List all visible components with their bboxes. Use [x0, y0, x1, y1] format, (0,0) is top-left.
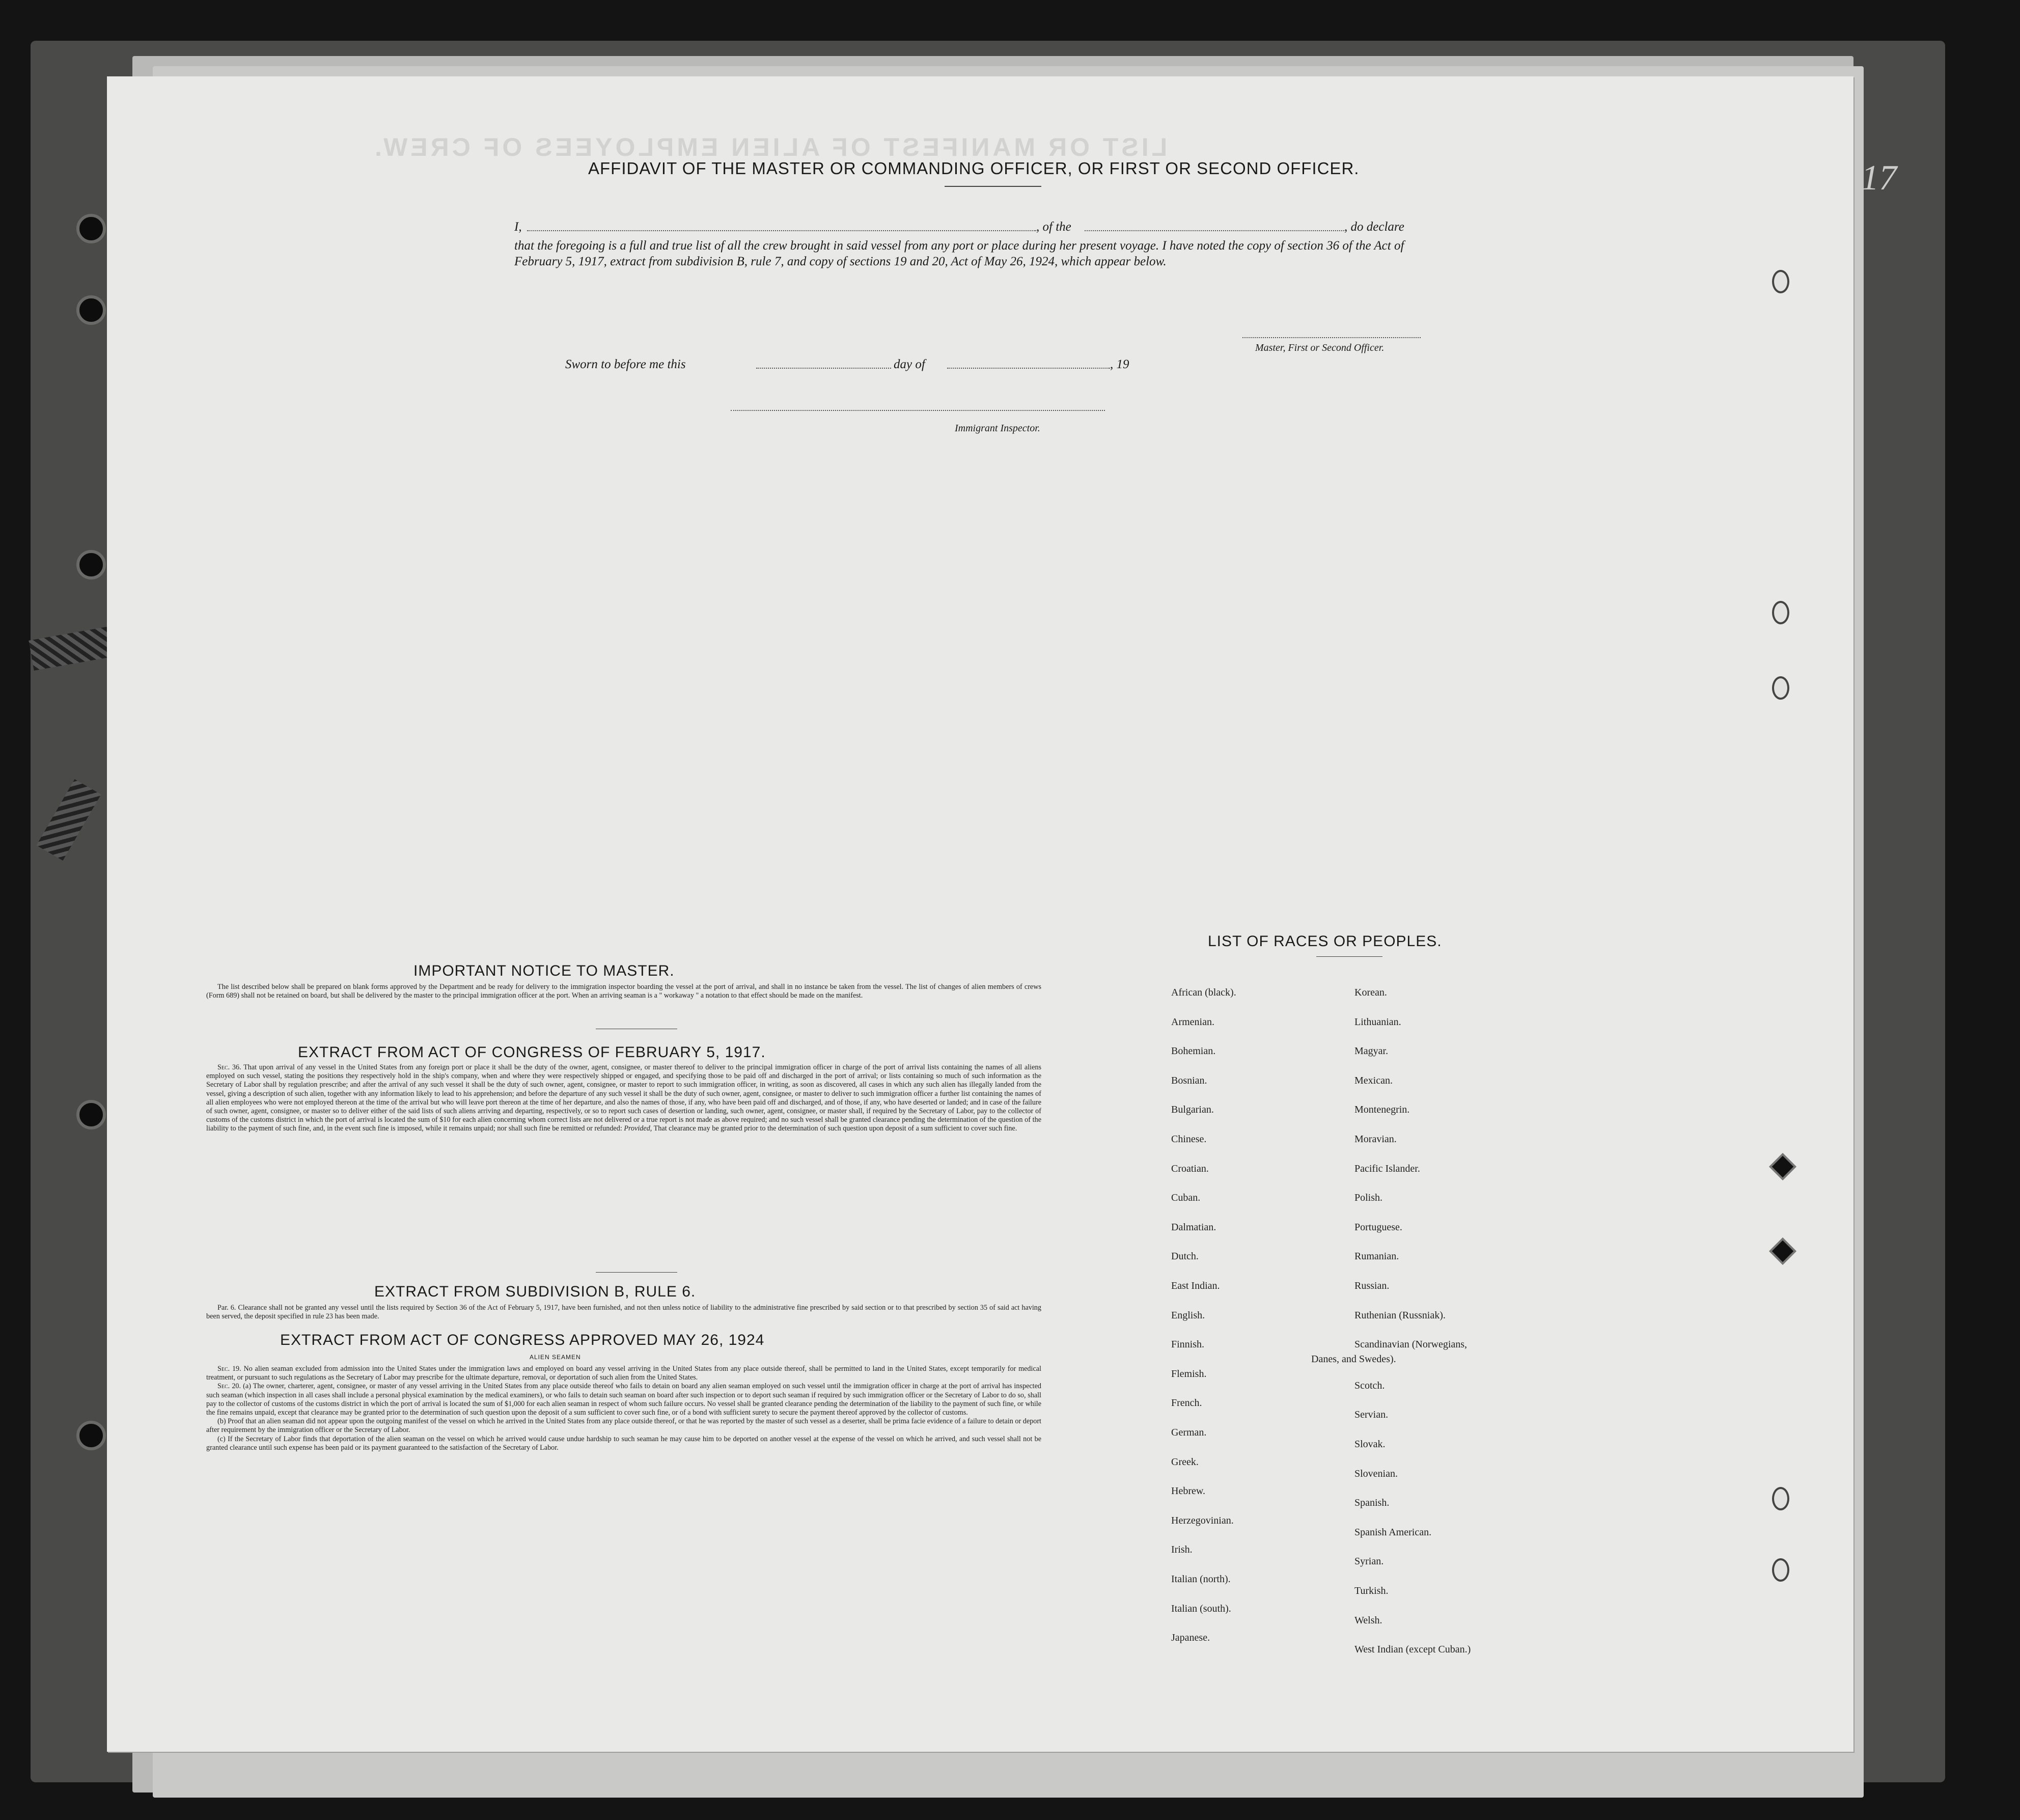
- race-entry: Montenegrin.: [1354, 1104, 1410, 1116]
- race-entry: Japanese.: [1171, 1632, 1210, 1644]
- binding-hole: [1769, 1153, 1796, 1180]
- race-entry: Dalmatian.: [1171, 1221, 1216, 1233]
- race-entry: Flemish.: [1171, 1368, 1207, 1380]
- race-entry: Korean.: [1354, 987, 1387, 998]
- race-entry: Italian (north).: [1171, 1574, 1231, 1585]
- race-entry: Irish.: [1171, 1544, 1193, 1556]
- race-entry: Bosnian.: [1171, 1074, 1207, 1086]
- binding-hole: [76, 295, 106, 325]
- sworn-prefix: Sworn to before me this: [565, 357, 686, 371]
- race-entry: Cuban.: [1171, 1192, 1201, 1204]
- race-entry: East Indian.: [1171, 1280, 1220, 1291]
- sworn-day-blank: [756, 368, 891, 369]
- race-entry: Syrian.: [1354, 1556, 1384, 1567]
- master-signature-line: [1242, 337, 1421, 338]
- race-entry: English.: [1171, 1309, 1205, 1321]
- affidavit-of-the: , of the: [1036, 220, 1071, 234]
- race-entry: Turkish.: [1354, 1585, 1389, 1596]
- section-19-text: No alien seaman excluded from admission into the United States under the immigration laws and employed on board any vessel arriving in the United States from any place outside thereof, shall be permitted to land in the United States, except temporarily for medical treatment, or pursuant to such regulations as the Secretary of Labor may prescribe for the ultimate departure, removal, or deportation of such alien from the United States.: [206, 1365, 1041, 1382]
- extract-1924-text: [206, 1365, 1041, 1452]
- margin-mark: 17: [1861, 158, 1897, 198]
- notice-text: [206, 983, 1041, 1000]
- race-entry: Dutch.: [1171, 1251, 1199, 1262]
- race-entry-continued: Danes, and Swedes).: [1311, 1354, 1396, 1365]
- race-entry: Scandinavian (Norwegians,: [1354, 1339, 1468, 1350]
- race-entry: Magyar.: [1354, 1045, 1389, 1057]
- extract-rule6-title: EXTRACT FROM SUBDIVISION B, RULE 6.: [374, 1283, 696, 1300]
- extract-rule6-text: [206, 1304, 1041, 1321]
- extract-1924-title: EXTRACT FROM ACT OF CONGRESS APPROVED MAY 26, 1924: [280, 1332, 765, 1348]
- affidavit-do-declare: , do declare: [1344, 220, 1404, 234]
- race-entry: West Indian (except Cuban.): [1354, 1644, 1471, 1656]
- master-signature-label: Master, First or Second Officer.: [1255, 342, 1385, 353]
- race-entry: African (black).: [1171, 987, 1236, 998]
- race-entry: Croatian.: [1171, 1163, 1209, 1174]
- race-entry: Welsh.: [1354, 1614, 1382, 1626]
- race-entry: Lithuanian.: [1354, 1016, 1401, 1028]
- binding-hole: [1772, 270, 1789, 293]
- affidavit-i: I,: [514, 220, 522, 234]
- race-entry: Greek.: [1171, 1456, 1199, 1468]
- race-entry: Polish.: [1354, 1192, 1383, 1204]
- rule6-paragraph: Par. 6. Clearance shall not be granted any vessel until the lists required by Section 36 of the Act of February 5, 1917, have been furnished, and not then unless notice of liability to the administrative fine prescribed by said section or to that prescribed by section 35 of said act having been served, the deposit specified in rule 23 has been made.: [206, 1304, 1041, 1321]
- race-entry: Rumanian.: [1354, 1251, 1399, 1262]
- race-entry: Hebrew.: [1171, 1485, 1206, 1497]
- race-entry: Armenian.: [1171, 1016, 1214, 1028]
- binding-hole: [1769, 1237, 1796, 1265]
- binding-hole: [1772, 1558, 1789, 1582]
- notice-title: IMPORTANT NOTICE TO MASTER.: [413, 962, 675, 979]
- bleed-through-text: LIST OR MANIFEST OF ALIEN EMPLOYEES OF CREW.: [372, 133, 1168, 161]
- race-entry: Servian.: [1354, 1409, 1389, 1421]
- binding-hole: [76, 1421, 106, 1450]
- section-20a-text: (a) The owner, charterer, agent, consignee, or master of any vessel arriving in the United States from any place outside thereof who fails to detain on board any alien seaman employed on such vessel until the immigration officer in charge at the port of arrival has inspected such seaman (which inspection in all cases shall include a personal physical examination by the medical examiners), or who fails to detain such seaman on board after such inspection or to deport such seaman if required by such immigration officer or the Secretary of Labor to do so, shall pay to the collector of customs of the customs district in which the port of arrival is located the sum of $1,000 for each alien seaman in respect of whom such failure occurs. No vessel shall be granted clearance pending the determination of the liability to the payment of such fine, or while the fine remains unpaid, except that clearance may be granted prior to the determination of such question upon the deposit of a sum sufficient to cover such fine, or of a bond with sufficient surety to secure the payment thereof approved by the collector of customs.: [206, 1382, 1042, 1417]
- race-entry: Mexican.: [1354, 1074, 1393, 1086]
- name-blank: [527, 230, 1036, 231]
- inspector-label: Immigrant Inspector.: [955, 423, 1040, 434]
- proviso-label: Provided,: [624, 1124, 652, 1133]
- race-entry: French.: [1171, 1397, 1202, 1409]
- section-20b-text: (b) Proof that an alien seaman did not appear upon the outgoing manifest of the vessel on which he arrived in the United States from any place outside thereof, or that he was reported by the master of such vessel as a deserter, shall be prima facie evidence of a failure to detain or deport after requirement by the immigration officer or the Secretary of Labor.: [206, 1417, 1041, 1435]
- race-entry: Bohemian.: [1171, 1045, 1216, 1057]
- form-page: [107, 76, 1897, 1752]
- binding-hole: [76, 1100, 106, 1129]
- race-entry: Herzegovinian.: [1171, 1514, 1234, 1526]
- race-entry: Chinese.: [1171, 1134, 1207, 1145]
- title-rule: [1316, 956, 1382, 957]
- extract-1917-text: [206, 1063, 1041, 1134]
- sworn-month-blank: [947, 368, 1110, 369]
- race-entry: Scotch.: [1354, 1380, 1385, 1391]
- race-entry: Bulgarian.: [1171, 1104, 1214, 1116]
- race-entry: Slovenian.: [1354, 1468, 1398, 1479]
- affidavit-statement: that the foregoing is a full and true list of all the crew brought in said vessel from any port or place during her present voyage. I have noted the copy of section 36 of the Act of February 5, 1917, extract from subdivision B, rule 7, and copy of sections 19 and 20, Act of May 26, 1924, which appear below.: [514, 239, 1404, 268]
- notice-paragraph: The list described below shall be prepared on blank forms approved by the Department and be ready for delivery to the immigration inspector boarding the vessel at the port of arrival, and shall in no instance be taken from the vessel. The list of changes of alien members of crews (Form 689) shall not be retained on board, but shall be delivered by the master to the principal immigration officer at the port. When an arriving seaman is a " workaway " a notation to that effect should be made on the manifest.: [206, 983, 1041, 1000]
- inspector-signature-line: [731, 410, 1105, 411]
- race-entry: Ruthenian (Russniak).: [1354, 1309, 1446, 1321]
- race-entry: Italian (south).: [1171, 1603, 1231, 1614]
- proviso-text: That clearance may be granted prior to the determination of such question upon deposit of a sum sufficient to cover such fine.: [653, 1124, 1017, 1133]
- race-entry: German.: [1171, 1427, 1207, 1438]
- vessel-blank: [1085, 230, 1344, 231]
- binding-hole: [1772, 676, 1789, 700]
- title-rule: [945, 186, 1041, 187]
- binding-hole: [1772, 601, 1789, 624]
- binding-hole: [76, 550, 106, 580]
- race-entry: Pacific Islander.: [1354, 1163, 1420, 1174]
- binding-hole: [76, 214, 106, 243]
- sworn-year: , 19: [1110, 357, 1129, 371]
- section-36-text: That upon arrival of any vessel in the United States from any foreign port or place it shall be the duty of the owner, agent, consignee, or master thereof to deliver to the principal immigration officer in charge of the port of arrival lists containing the names of all aliens employed on such vessel, stating the positions they respectively hold in the ship's company, when and where they were respectively shipped or engaged, and specifying those to be paid off and discharged in the port of arrival; or lists containing so much of such information as the Secretary of Labor shall by regulation prescribe; and after the arrival of any such vessel it shall be the duty of such owner, agent, consignee, or master to report to such immigration officer, in writing, as soon as discovered, all cases in which any such alien has illegally landed from the vessel, giving a description of such alien, together with any information likely to lead to his apprehension; and before the departure of any such vessel it shall be the duty of such owner, agent, consignee, or master to deliver to such immigration officer a further list containing the names of all alien employees who were not employed thereon at the time of the arrival but who will leave port thereon at the time of her departure, and also the names of those, if any, who have been paid off and discharged, and of those, if any, who have deserted or landed; and in case of the failure of such owner, agent, consignee, or master so to deliver either of the said lists of such aliens arriving and departing, respectively, or so to report such cases of desertion or landing, such owner, agent, consignee, or master shall, if required by the Secretary of Labor, pay to the collector of customs of the customs district in which the port of arrival is located the sum of $10 for each alien concerning whom correct lists are not delivered or a true report is not made as above required; and no such vessel shall be granted clearance pending the determination of the question of the liability to the payment of such fine, and, in the event such fine is imposed, while it remains unpaid; nor shall such fine be remitted or refunded:: [206, 1063, 1041, 1133]
- section-label: Sec. 19.: [217, 1365, 241, 1373]
- section-20c-text: (c) If the Secretary of Labor finds that deportation of the alien seaman on the vessel on which he arrived would cause undue hardship to such seaman he may cause him to be deported on another vessel at the expense of the vessel on which he arrived, and such vessel shall not be granted clearance until such expense has been paid or its payment guaranteed to the satisfaction of the Secretary of Labor.: [206, 1435, 1041, 1452]
- race-entry: Russian.: [1354, 1280, 1390, 1291]
- race-entry: Portuguese.: [1354, 1221, 1402, 1233]
- binding-hole: [1772, 1487, 1789, 1510]
- race-entry: Spanish American.: [1354, 1526, 1432, 1538]
- race-entry: Slovak.: [1354, 1439, 1386, 1450]
- section-label: Sec. 20.: [217, 1382, 241, 1391]
- section-rule: [596, 1272, 677, 1273]
- affidavit-title: AFFIDAVIT OF THE MASTER OR COMMANDING OFFICER, OR FIRST OR SECOND OFFICER.: [588, 159, 1360, 178]
- extract-1917-title: EXTRACT FROM ACT OF CONGRESS OF FEBRUARY 5, 1917.: [298, 1044, 766, 1061]
- alien-seamen-subtitle: ALIEN SEAMEN: [530, 1354, 581, 1361]
- race-entry: Moravian.: [1354, 1134, 1397, 1145]
- sworn-day-of: day of: [894, 357, 925, 371]
- section-label: Sec. 36.: [217, 1063, 241, 1071]
- race-entry: Finnish.: [1171, 1339, 1205, 1350]
- race-entry: Spanish.: [1354, 1497, 1390, 1509]
- races-title: LIST OF RACES OR PEOPLES.: [1208, 933, 1442, 950]
